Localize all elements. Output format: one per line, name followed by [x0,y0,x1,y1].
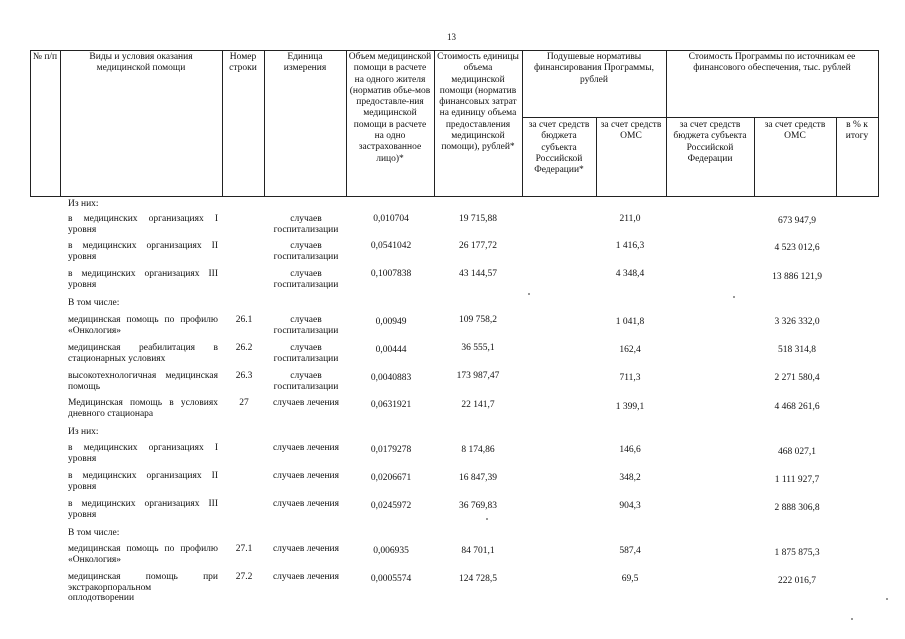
row-cost: 84 701,1 [461,546,495,556]
row-total: 468 027,1 [778,447,816,457]
page-number: 13 [447,32,456,42]
scan-speck [733,296,735,298]
row-cost: 36 555,1 [461,343,495,353]
header-row-number: Номер строки [229,52,257,74]
row-oms: 904,3 [619,501,641,511]
header-bottom-border [30,196,878,197]
row-unit: случаев лечения [272,572,340,582]
header-cost: Стоимость единицы объема медицинской помощи (норматив финансовых затрат на единицу объема предоставления медицинской помощи), рублей* [437,52,519,153]
row-number: 27 [239,398,249,408]
scan-speck [528,293,530,295]
header-sub-cost-pct: в % к итогу [845,120,869,142]
row-oms: 146,6 [619,445,641,455]
row-label: Медицинская помощь в условиях дневного стационара [68,398,218,419]
row-label: медицинская реабилитация в стационарных условиях [68,343,218,364]
row-total: 4 468 261,6 [774,402,820,412]
row-unit: случаев лечения [272,544,340,554]
header-sub-cost-budget: за счет средств бюджета субъекта Российской Федерации [673,120,747,164]
row-total: 1 875 875,3 [774,548,820,558]
row-volume: 0,0631921 [370,400,412,410]
scan-speck [851,618,853,620]
row-oms: 1 399,1 [615,402,645,412]
section-label: Из них: [68,199,99,209]
row-volume: 0,0040883 [370,373,412,383]
row-total: 3 326 332,0 [774,317,820,327]
row-unit: случаев лечения [272,471,340,481]
row-unit: случаев лечения [272,443,340,453]
row-total: 2 271 580,4 [774,373,820,383]
header-sub-border [522,117,878,118]
row-volume: 0,006935 [373,546,409,556]
row-total: 4 523 012,6 [774,243,820,253]
row-number: 26.2 [235,343,253,353]
row-oms: 69,5 [621,574,639,584]
row-label: медицинская помощь по профилю «Онкология» [68,315,218,336]
row-volume: 0,00444 [375,345,407,355]
row-cost: 22 141,7 [461,400,495,410]
row-oms: 1 041,8 [615,317,645,327]
row-number: 26.3 [235,371,253,381]
row-cost: 43 144,57 [459,269,497,279]
row-cost: 19 715,88 [459,214,497,224]
row-unit: случаев госпитализации [273,371,339,392]
row-label: в медицинских организациях I уровня [68,214,218,235]
row-label: в медицинских организациях III уровня [68,499,218,520]
header-unit: Единица измерения [283,52,327,74]
row-number: 26.1 [235,315,253,325]
row-unit: случаев госпитализации [273,269,339,290]
row-unit: случаев госпитализации [273,315,339,336]
row-volume: 0,00949 [375,317,407,327]
row-volume: 0,0179278 [370,445,412,455]
row-unit: случаев лечения [272,398,340,408]
row-oms: 1 416,3 [615,241,645,251]
row-oms: 211,0 [619,214,641,224]
row-oms: 162,4 [619,345,641,355]
row-unit: случаев госпитализации [273,214,339,235]
row-cost: 26 177,72 [459,241,497,251]
scan-speck [886,598,888,600]
row-cost: 36 769,83 [459,501,497,511]
row-total: 2 888 306,8 [774,503,820,513]
row-label: в медицинских организациях II уровня [68,241,218,262]
row-label: медицинская помощь по профилю «Онкология» [68,544,218,565]
header-volume: Объем медицинской помощи в расчете на одного жителя (норматив объе-мов предоставле-ния медицинской помощи в расчете на одно застрахованное лицо)* [348,52,432,164]
row-label: медицинская помощь при экстракорпоральном оплодотворении [68,572,218,604]
section-label: В том числе: [68,298,120,308]
row-volume: 0,010704 [373,214,409,224]
row-number: 27.1 [235,544,253,554]
section-label: Из них: [68,427,99,437]
row-total: 518 314,8 [778,345,816,355]
section-label: В том числе: [68,528,120,538]
row-unit: случаев лечения [272,499,340,509]
header-type: Виды и условия оказания медицинской помощи [89,52,193,74]
row-total: 1 111 927,7 [774,475,820,485]
row-oms: 4 348,4 [615,269,645,279]
table-header [0,50,905,197]
row-oms: 348,2 [619,473,641,483]
row-volume: 0,0245972 [370,501,412,511]
row-volume: 0,0206671 [370,473,412,483]
row-total: 673 947,9 [778,216,816,226]
header-program-cost: Стоимость Программы по источникам ее финансового обеспечения, тыс. рублей [688,52,856,74]
row-label: в медицинских организациях III уровня [68,269,218,290]
row-unit: случаев госпитализации [273,343,339,364]
row-oms: 711,3 [619,373,641,383]
row-total: 222 016,7 [778,576,816,586]
row-cost: 8 174,86 [461,445,495,455]
row-total: 13 886 121,9 [772,272,822,282]
row-label: в медицинских организациях I уровня [68,443,218,464]
header-top-border [30,50,878,51]
row-cost: 109 758,2 [459,315,497,325]
row-cost: 16 847,39 [459,473,497,483]
row-cost: 173 987,47 [456,371,500,381]
row-label: в медицинских организациях II уровня [68,471,218,492]
header-sub-oms: за счет средств ОМС [600,120,662,142]
header-sub-budget: за счет средств бюджета субъекта Российской Федерации* [528,120,590,176]
header-percapita: Подушевые нормативы финансирования Программы, рублей [534,52,654,85]
header-num: № п/п [32,52,58,62]
row-number: 27.2 [235,572,253,582]
header-sub-cost-oms: за счет средств ОМС [764,120,826,142]
row-oms: 587,4 [619,546,641,556]
scan-speck [486,518,488,520]
row-unit: случаев госпитализации [273,241,339,262]
row-cost: 124 728,5 [459,574,497,584]
row-volume: 0,0005574 [370,574,412,584]
row-volume: 0,0541042 [370,241,412,251]
row-volume: 0,1007838 [370,269,412,279]
row-label: высокотехнологичная медицинская помощь [68,371,218,392]
